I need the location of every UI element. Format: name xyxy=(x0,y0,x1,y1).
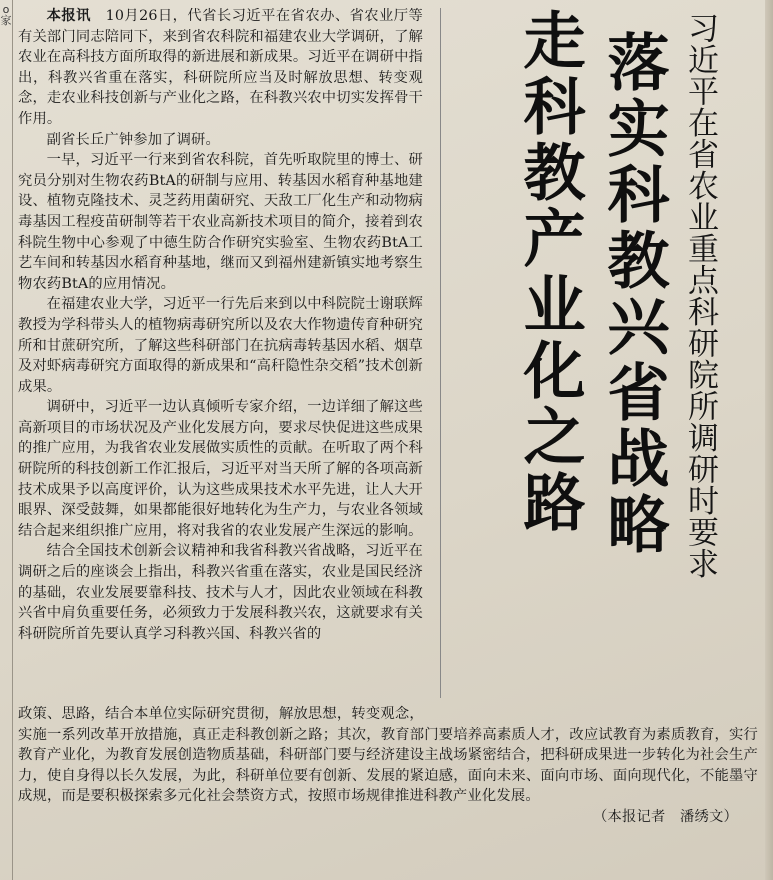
article-body xyxy=(18,6,423,644)
paragraph-3: 一早，习近平一行来到省农科院，首先听取院里的博士、研究员分别对生物农药BtA的研制与应用、转基因水稻育种基地建设、植物克隆技术、灵芝药用菌研究、天敌工厂化生产和动物病毒基因工程疫苗研制等若干农业高新技术项目的简介，接着到农科院生物中心参观了中德生防合作研究实验室、生物农药BtA工艺车间和转基因水稻育种基地，继而又到福州建新镇实地考察生物农药BtA的应用情况。 xyxy=(18,152,423,292)
paragraph-1-text: 10月26日，代省长习近平在省农办、省农业厅等有关部门同志陪同下，来到省农科院和福建农业大学调研，了解农业在高科技方面所取得的新进展和新成果。习近平在调研中指出，科教兴省重在落实，科研院所应当及时解放思想、转变观念，走农业科技创新与产业化之路，在科教兴农中切实发挥骨干作用。 xyxy=(18,8,423,127)
continuation-line-1: 政策、思路，结合本单位实际研究贯彻，解放思想，转变观念， xyxy=(18,706,424,722)
subheadline: 习近平在省农业重点科研院所调研时要求 xyxy=(682,12,718,579)
paragraph-4: 在福建农业大学，习近平一行先后来到以中科院院士谢联辉教授为学科带头人的植物病毒研究所以及农大作物遗传育种研究所和甘蔗研究所，了解这些科研部门在抗病毒转基因水稻、烟草及对虾病毒研究方面取得的新成果和“高秆隐性杂交稻”技术创新成果。 xyxy=(18,296,423,395)
paragraph-6: 结合全国技术创新会议精神和我省科教兴省战略，习近平在调研之后的座谈会上指出，科教兴省重在落实，农业是国民经济的基础，农业发展要靠科技、技术与人才，因此农业领域在科教兴省中肩负重要任务，必须致力于发展科教兴农，这就要求有关科研院所首先要认真学习科教兴国、科教兴省的 xyxy=(18,543,423,642)
edge-text: o 家 xyxy=(0,3,12,27)
byline: （本报记者 潘绣文） xyxy=(593,808,738,825)
headline-line-1: 落实科教兴省战略 xyxy=(597,30,670,558)
dateline-label: 本报讯 xyxy=(46,8,91,24)
paragraph-5: 调研中，习近平一边认真倾听专家介绍，一边详细了解这些高新项目的市场状况及产业化发展方向，要求尽快促进这些成果的推广应用，为我省农业发展做实质性的贡献。在听取了两个科研院所的科技创新工作汇报后，习近平对当天所了解的各项高新技术成果予以高度评价，认为这些成果技术水平先进，让人大开眼界、深受鼓舞，如果都能很好地转化为生产力，与农业各领域结合起来组织推广应用，将对我省的农业发展产生深远的影响。 xyxy=(18,399,423,539)
page-edge-fragment xyxy=(0,0,13,880)
headline-line-2: 走科教产业化之路 xyxy=(513,8,586,536)
page-shadow xyxy=(765,0,773,880)
column-divider xyxy=(440,8,441,698)
continuation-line-2: 实施一系列改革开放措施，真正走科教创新之路；其次，教育部门要培养高素质人才，改应试教育为素质教育，实行教育产业化，为教育发展创造物质基础，科研部门要与经济建设主战场紧密结合，把科研成果进一步转化为社会生产力，使自身得以长久发展，为此，科研单位要有创新、发展的紧迫感，面向未来、面向市场、面向现代化，不能墨守成规，而是要积极探索多元化社会禁资方式，按照市场规律推进科教产业化发展。 xyxy=(18,726,758,805)
article-continuation xyxy=(18,704,758,828)
paragraph-1 xyxy=(18,6,423,130)
paragraph-2: 副省长丘广钟参加了调研。 xyxy=(46,131,220,148)
